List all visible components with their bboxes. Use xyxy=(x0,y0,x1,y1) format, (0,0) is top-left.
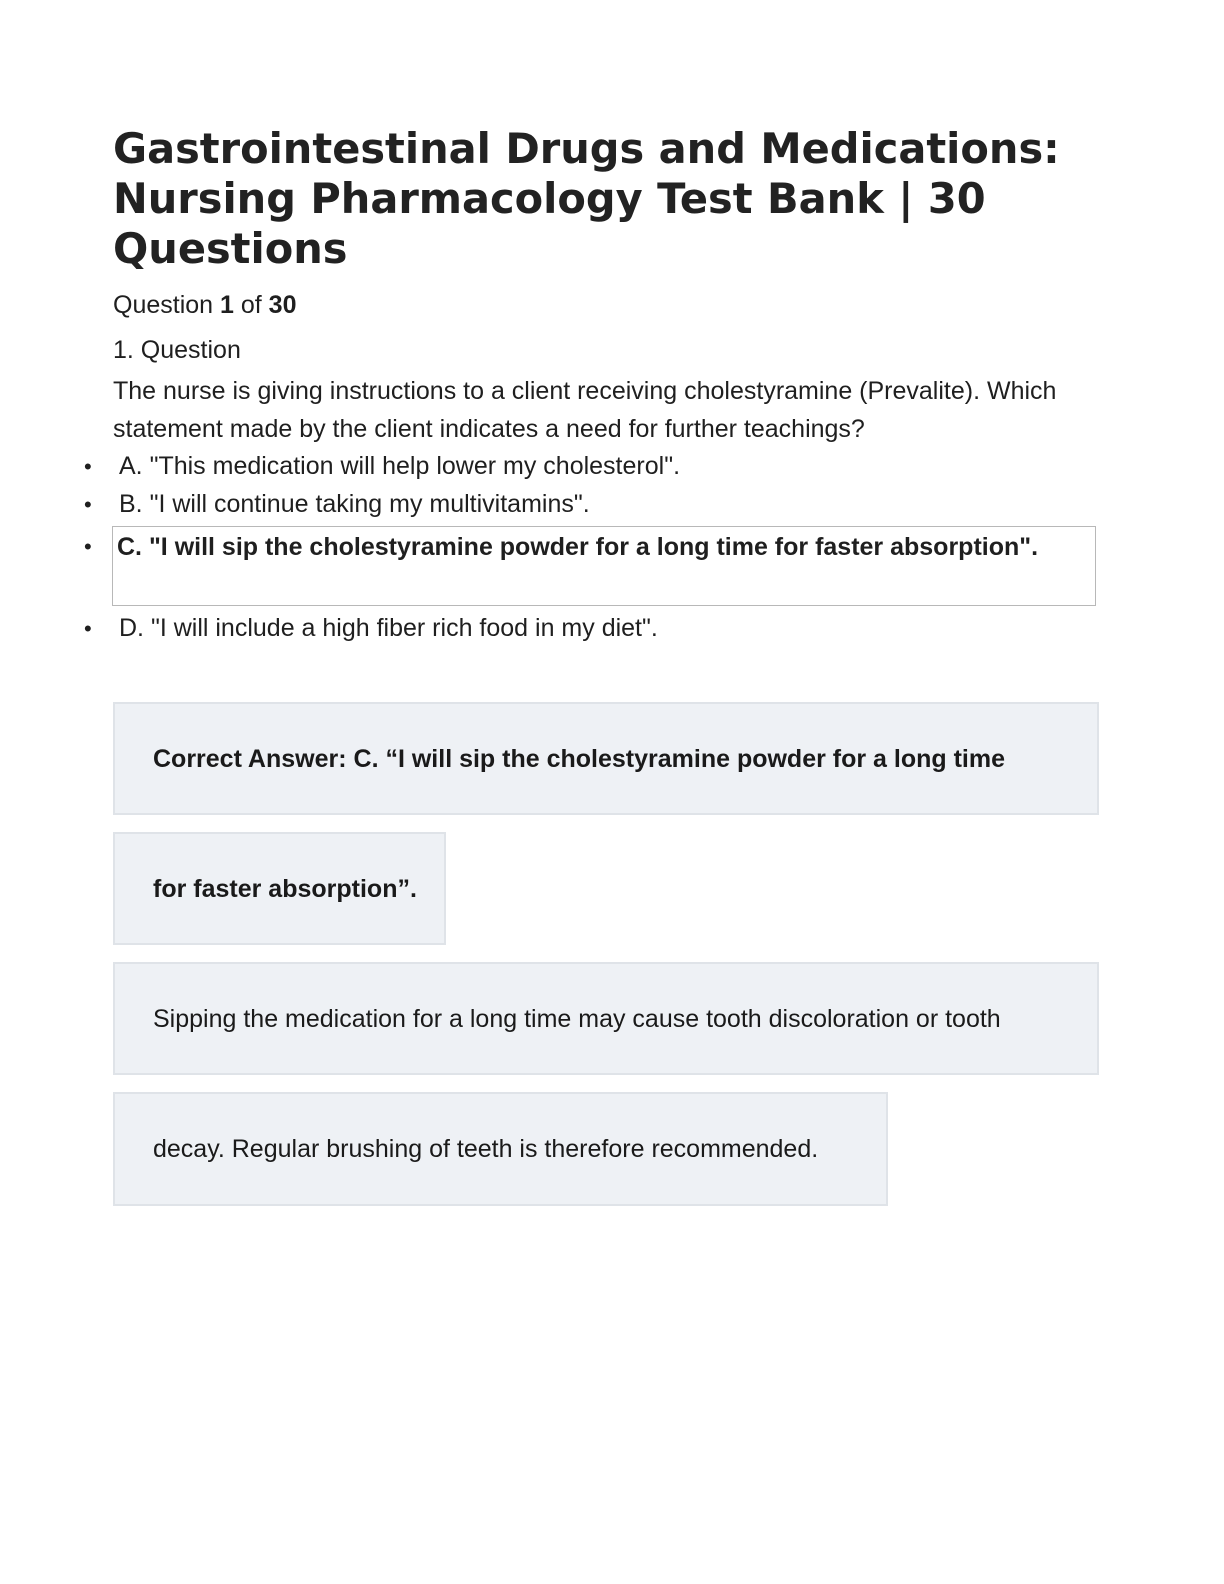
list-bullet: • xyxy=(84,492,92,517)
question-counter xyxy=(113,289,296,321)
page-title: Gastrointestinal Drugs and Medications: Nursing Pharmacology Test Bank | 30 Questions xyxy=(113,124,1060,273)
list-bullet: • xyxy=(84,454,92,479)
counter-middle: of xyxy=(233,291,269,319)
correct-answer-line-1: Correct Answer: C. “I will sip the cholestyramine powder for a long time xyxy=(113,702,1099,815)
counter-prefix: Question xyxy=(113,291,221,319)
question-text: The nurse is giving instructions to a client receiving cholestyramine (Prevalite). Which statement made by the client indicates a need for further teachings? xyxy=(113,377,1057,443)
list-bullet: • xyxy=(84,534,92,559)
option-a: A. "This medication will help lower my cholesterol". xyxy=(119,452,681,480)
option-d: D. "I will include a high fiber rich food in my diet". xyxy=(119,614,658,642)
explanation-line-1: Sipping the medication for a long time may cause tooth discoloration or tooth xyxy=(113,962,1099,1075)
counter-total: 30 xyxy=(268,291,297,319)
option-b: B. "I will continue taking my multivitamins". xyxy=(119,490,590,518)
option-c-correct: C. "I will sip the cholestyramine powder for a long time for faster absorption". xyxy=(112,526,1096,606)
explanation-line-2: decay. Regular brushing of teeth is therefore recommended. xyxy=(113,1092,888,1206)
correct-answer-line-2: for faster absorption”. xyxy=(113,832,446,945)
counter-current: 1 xyxy=(220,291,234,319)
question-heading: 1. Question xyxy=(113,336,241,364)
list-bullet: • xyxy=(84,616,92,641)
